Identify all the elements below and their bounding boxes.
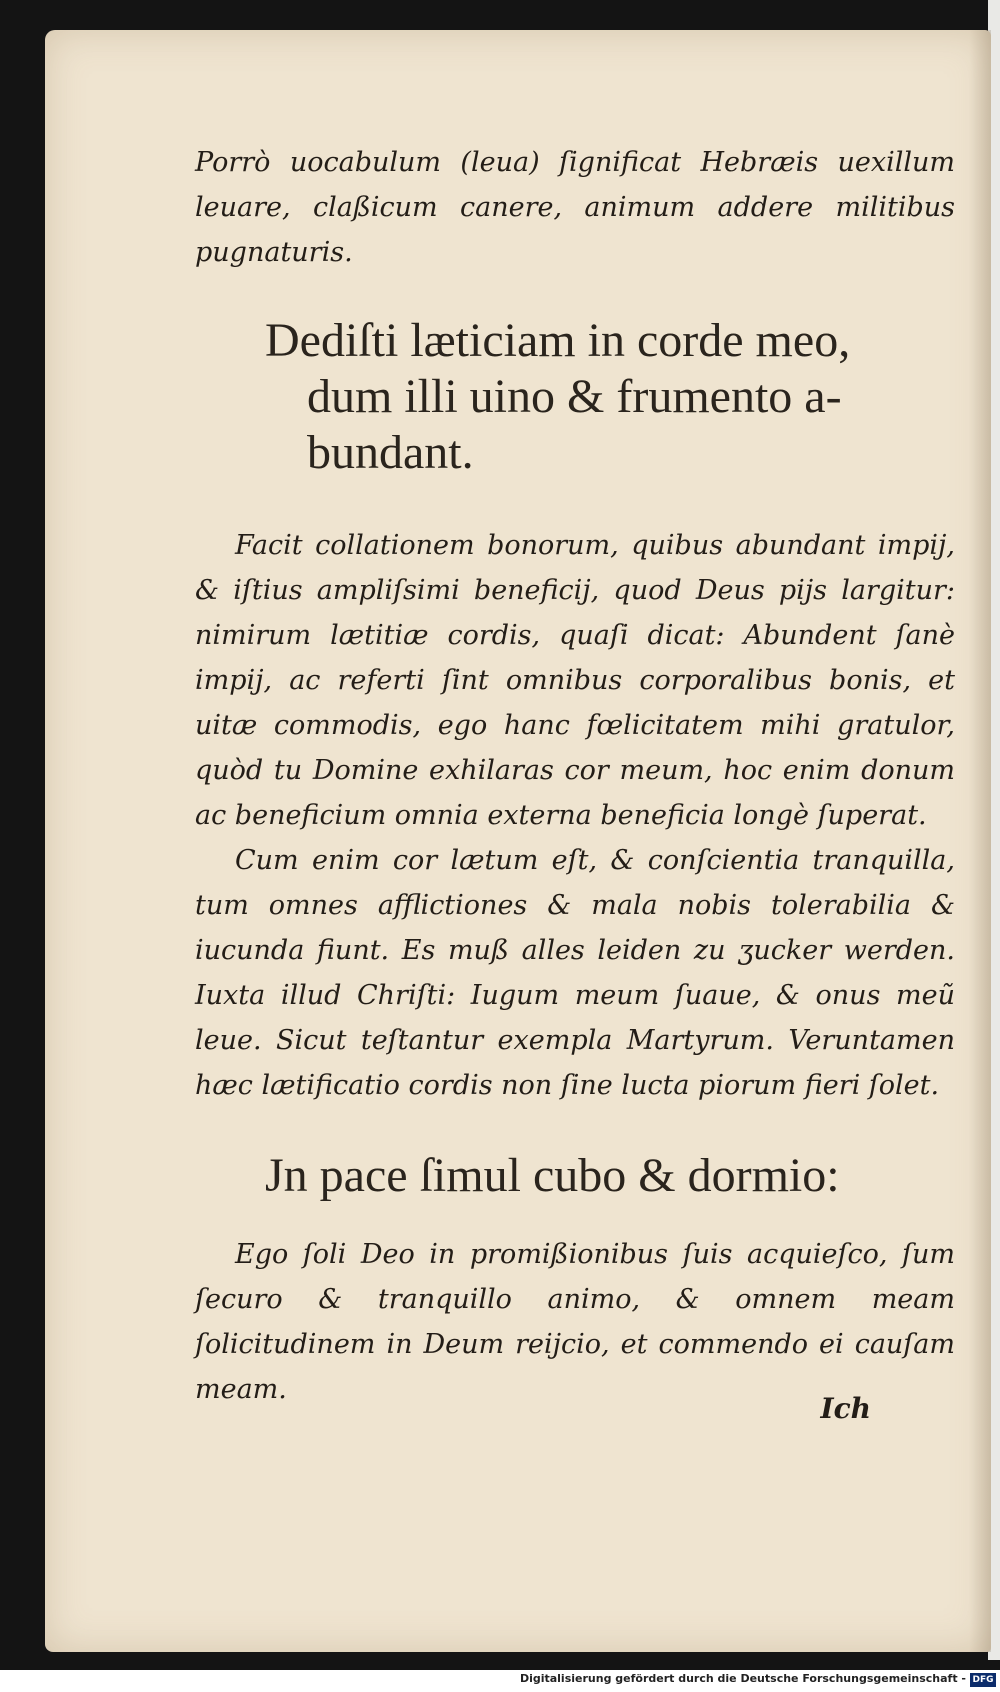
- verse-1-line-1: Dediſti læticiam in corde meo,: [265, 314, 851, 367]
- catchword: Ich: [820, 1392, 871, 1425]
- commentary-paragraph-2: Cum enim cor lætum eſt, & conſcientia tranquilla, tum omnes afflictiones & mala nobis tolerabilia & iucunda fiunt. Es muß alles leiden zu ʒucker werden. Iuxta illud Chriſti: Iugum meum ſuaue, & onus meũ leue. Sicut teſtantur exempla Martyrum. Veruntamen hæc lætificatio cordis non ſine lucta piorum fieri ſolet.: [195, 845, 955, 1101]
- verse-heading-1: [195, 313, 955, 481]
- funding-notice: Digitalisierung gefördert durch die Deutsche Forschungsgemeinschaft -: [519, 1672, 966, 1685]
- dfg-logo-icon: DFG: [970, 1673, 996, 1687]
- commentary-paragraph-3: Ego ſoli Deo in promißionibus ſuis acquieſco, ſum ſecuro & tranquillo animo, & omnem meam ſolicitudinem in Deum reijcio, et commendo ei cauſam meam.: [195, 1239, 955, 1405]
- verse-1-line-2: dum illi uino & frumento a-: [307, 370, 842, 423]
- verse-heading-2: Jn pace ſimul cubo & dormio:: [265, 1149, 840, 1202]
- verse-1-line-3: bundant.: [307, 426, 474, 479]
- book-page: [45, 30, 991, 1652]
- commentary-paragraph-1: Facit collationem bonorum, quibus abundant impij, & iſtius ampliſsimi beneficij, quod Deus pijs largitur: nimirum lætitiæ cordis, quaſi dicat: Abundent ſanè impij, ac referti ſint omnibus corporalibus bonis, et uitæ commodis, ego hanc fœlicitatem mihi gratulor, quòd tu Domine exhilaras cor meum, hoc enim donum ac beneficium omnia externa beneficia longè ſuperat.: [195, 530, 955, 831]
- footer-bar: [0, 1670, 1000, 1692]
- intro-paragraph: Porrò uocabulum (leua) ſignificat Hebræis uexillum leuare, claßicum canere, animum addere militibus pugnaturis.: [195, 147, 955, 268]
- page-content: [195, 100, 955, 1412]
